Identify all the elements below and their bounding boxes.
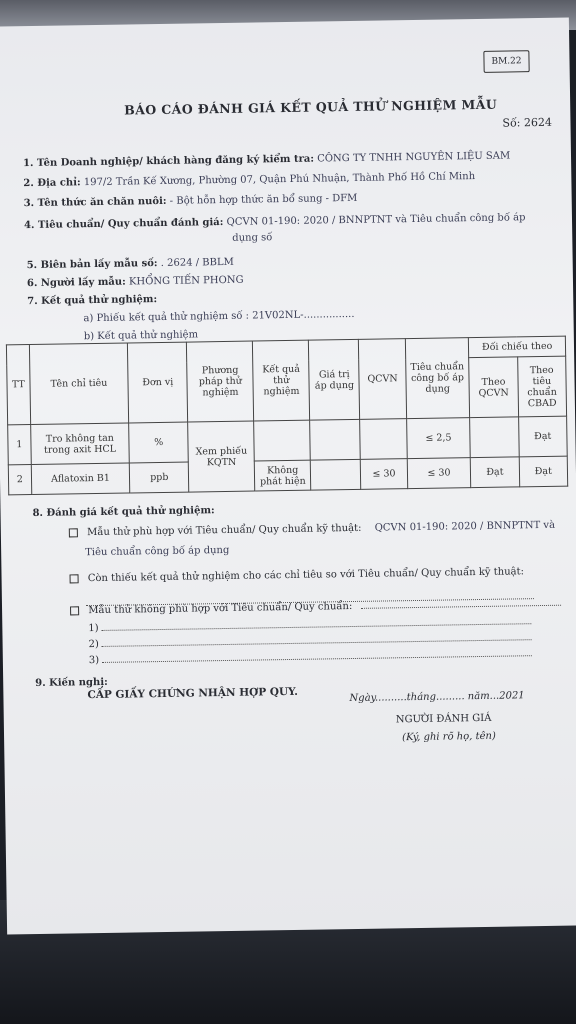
document-sheet (0, 18, 576, 935)
field-feed-value: - Bột hỗn hợp thức ăn bổ sung - DFM (169, 192, 358, 207)
option-nonconform-label: Mẫu thử không phù hợp với Tiêu chuẩn/ Quy chuẩn: (88, 601, 353, 617)
header-qcvn: QCVN (359, 339, 407, 420)
header-method: Phương pháp thử nghiệm (187, 341, 254, 422)
cell-tt: 1 (8, 425, 31, 465)
field-address-label: 2. Địa chỉ: (23, 177, 81, 190)
field-sampling-record (27, 257, 234, 271)
checkbox-missing[interactable] (70, 574, 79, 583)
recommendation-value: CẤP GIẤY CHỨNG NHẬN HỢP QUY. (87, 685, 299, 702)
header-name: Tên chỉ tiêu (29, 343, 129, 425)
cell-applied-value (311, 459, 361, 490)
section8-label-text: 8. Đánh giá kết quả thử nghiệm: (32, 505, 215, 520)
signature-role: NGƯỜI ĐÁNH GIÁ (395, 712, 492, 726)
cell-method-merged: Xem phiếu KQTN (188, 421, 255, 492)
field-sampler-value: KHỔNG TIẾN PHONG (128, 274, 244, 288)
section9-label-text: 9. Kiến nghị: (35, 676, 108, 689)
field-test-result-label: 7. Kết quả thử nghiệm: (27, 294, 158, 308)
field-sampling-value: . 2624 / BBLM (160, 256, 234, 269)
header-compare: Đối chiếu theo (469, 336, 566, 358)
field-sampling-label: 5. Biên bản lấy mẫu số: (26, 258, 158, 272)
cell-name: Tro không tan trong axit HCL (30, 423, 129, 465)
field-sampler (27, 275, 244, 289)
cell-qcvn: ≤ 30 (361, 459, 408, 490)
section8-label (32, 505, 214, 519)
line-2-num: 2) (88, 638, 99, 651)
cell-standard: ≤ 30 (407, 458, 471, 489)
option-conform[interactable] (69, 520, 555, 539)
field-feed-name (24, 193, 358, 209)
option-missing-label: Còn thiếu kết quả thử nghiệm cho các chỉ tiêu so với Tiêu chuẩn/ Quy chuẩn kỹ thuật: (87, 566, 525, 585)
option-conform-value: QCVN 01-190: 2020 / BNNPTNT và (374, 519, 556, 534)
document-title: BÁO CÁO ĐÁNH GIÁ KẾT QUẢ THỬ NGHIỆM MẪU (124, 96, 498, 118)
cell-qcvn (360, 419, 407, 460)
header-compare-standard: Theo tiêu chuẩn CBAD (517, 356, 566, 417)
cell-result: Không phát hiện (254, 460, 311, 491)
signature-note: (Ký, ghi rõ họ, tên) (402, 730, 496, 744)
cell-unit: % (129, 422, 189, 463)
header-unit: Đơn vị (128, 342, 188, 423)
results-table (6, 336, 568, 496)
cell-compare-qcvn: Đạt (471, 457, 520, 488)
line-1 (88, 616, 532, 634)
option-missing[interactable] (70, 566, 525, 584)
line-2 (89, 632, 533, 650)
field-standard-label: 4. Tiêu chuẩn/ Quy chuẩn đánh giá: (23, 216, 224, 232)
form-code-box: BM.22 (483, 50, 529, 73)
option-conform-value-cont: Tiêu chuẩn công bố áp dụng (85, 544, 230, 559)
cell-compare-qcvn (470, 417, 519, 458)
header-standard: Tiêu chuẩn công bố áp dụng (405, 338, 470, 419)
header-applied-value: Giá trị áp dụng (309, 339, 360, 420)
field-enterprise-label: 1. Tên Doanh nghiệp/ khách hàng đăng ký kiểm tra: (22, 153, 315, 170)
cell-result (254, 420, 311, 461)
line-3-num: 3) (88, 654, 100, 667)
field-standard-value-cont: dụng số (232, 232, 273, 244)
signature-date: Ngày..........tháng......... năm...2021 (349, 690, 525, 705)
cell-name: Aflatoxin B1 (31, 463, 130, 495)
field-standard-value: QCVN 01-190: 2020 / BNNPTNT và Tiêu chuẩn công bố áp (226, 212, 526, 228)
field-enterprise (23, 150, 510, 169)
checkbox-nonconform[interactable] (70, 606, 79, 615)
header-tt: TT (6, 345, 30, 425)
option-conform-label: Mẫu thử phù hợp với Tiêu chuẩn/ Quy chuẩn kỹ thuật: (86, 522, 362, 539)
field-test-result-b: b) Kết quả thử nghiệm (83, 329, 199, 343)
field-feed-label: 3. Tên thức ăn chăn nuôi: (23, 195, 167, 210)
field-standard (24, 212, 526, 231)
field-address (23, 171, 475, 189)
report-number: Số: 2624 (502, 115, 553, 130)
cell-compare-standard: Đạt (518, 416, 567, 457)
cell-tt: 2 (8, 465, 31, 495)
field-test-result (27, 294, 157, 307)
header-result: Kết quả thử nghiệm (253, 340, 310, 421)
cell-unit: ppb (129, 462, 189, 493)
header-compare-qcvn: Theo QCVN (469, 357, 518, 418)
field-enterprise-value: CÔNG TY TNHH NGUYÊN LIỆU SAM (317, 150, 511, 165)
field-address-value: 197/2 Trần Kế Xương, Phường 07, Quận Phú Nhuận, Thành Phố Hồ Chí Minh (83, 171, 476, 189)
line-1-num: 1) (88, 622, 99, 635)
checkbox-conform[interactable] (69, 528, 78, 537)
line-3 (89, 648, 533, 666)
cell-compare-standard: Đạt (519, 456, 568, 487)
section9-label (35, 677, 108, 689)
field-test-report-number: a) Phiếu kết quả thử nghiệm số : 21V02NL-................ (83, 308, 355, 325)
field-sampler-label: 6. Người lấy mẫu: (26, 276, 126, 290)
cell-applied-value (310, 419, 361, 460)
cell-standard: ≤ 2,5 (406, 418, 470, 459)
